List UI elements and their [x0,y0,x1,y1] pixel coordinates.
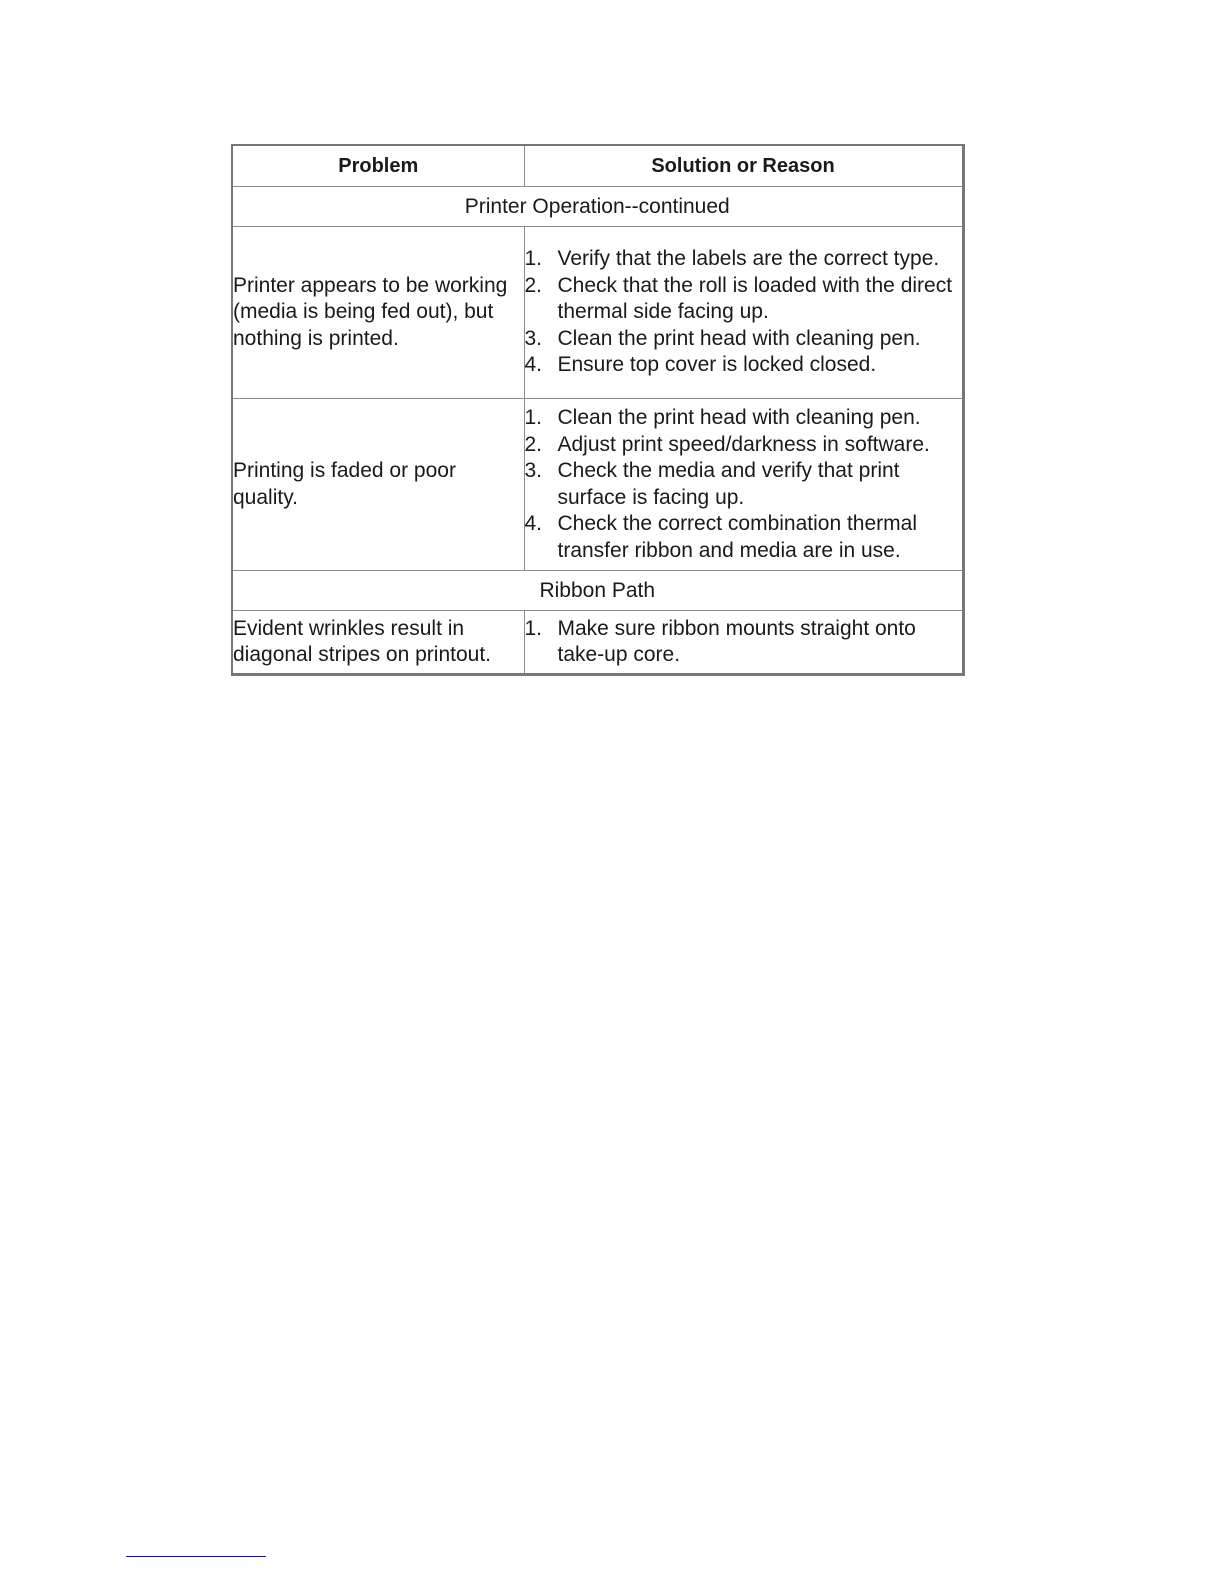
solution-steps [525,616,962,669]
step-text: Ensure top cover is locked closed. [557,353,877,377]
problem-column-header: Problem [232,145,524,187]
troubleshooting-table-container [231,144,962,676]
step-text: Make sure ribbon mounts straight onto take-up core. [557,616,916,666]
step-text: Check the correct combination thermal transfer ribbon and media are in use. [557,512,917,562]
step-number: 1. [524,406,543,429]
table-row [232,399,963,571]
step-number: 1. [524,247,543,271]
step-number: 4. [524,353,543,377]
step-text: Adjust print speed/darkness in software. [557,432,930,456]
step-number: 3. [524,459,543,482]
table-row [232,227,963,399]
solution-step [525,511,962,564]
solution-step [525,616,962,669]
step-text: Verify that the labels are the correct type. [557,247,940,271]
solution-step [525,246,962,273]
solution-step [525,432,962,459]
section-title-printer-operation: Printer Operation--continued [232,187,963,227]
solution-step [525,458,962,511]
solution-step [525,273,962,326]
step-number: 3. [524,326,543,350]
problem-cell: Printing is faded or poor quality. [232,399,524,571]
problem-cell: Printer appears to be working (media is being fed out), but nothing is printed. [232,227,524,399]
solution-step [525,352,962,379]
solution-steps [525,246,962,379]
section-row [232,187,963,227]
footnote-separator-line [126,1556,266,1557]
table-row [232,611,963,675]
section-title-ribbon-path: Ribbon Path [232,571,963,611]
solution-step [525,326,962,353]
step-number: 4. [524,512,543,535]
solution-steps [525,405,962,564]
solution-cell [524,227,963,399]
solution-cell [524,399,963,571]
step-text: Check that the roll is loaded with the direct thermal side facing up. [557,273,953,324]
section-row [232,571,963,611]
solution-cell [524,611,963,675]
solution-step [525,405,962,432]
troubleshooting-table [231,144,965,676]
step-text: Clean the print head with cleaning pen. [557,326,921,350]
problem-cell: Evident wrinkles result in diagonal stripes on printout. [232,611,524,675]
step-number: 2. [524,432,543,456]
step-text: Check the media and verify that print surface is facing up. [557,459,900,509]
table-header-row [232,145,963,187]
step-number: 2. [524,273,543,297]
step-number: 1. [524,616,543,640]
solution-column-header: Solution or Reason [524,145,963,187]
step-text: Clean the print head with cleaning pen. [557,406,921,429]
